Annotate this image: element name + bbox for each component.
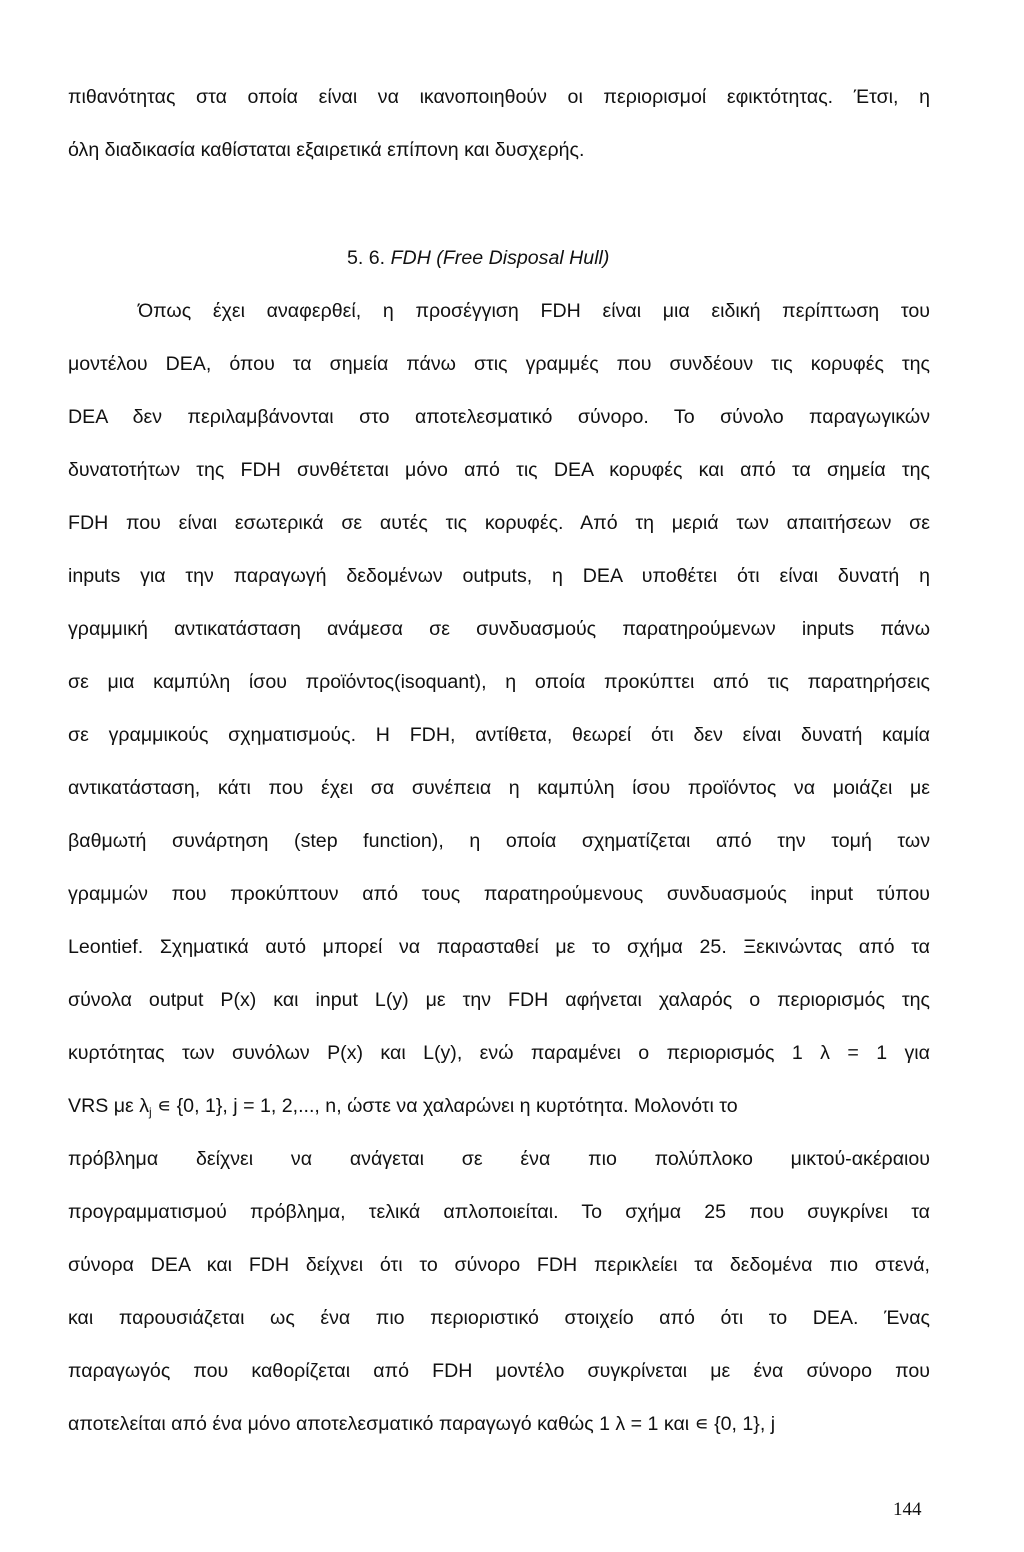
body-line-10: αντικατάσταση, κάτι που έχει σα συνέπεια η καμπύλη ίσου προϊόντος να μοιάζει με — [68, 777, 930, 799]
intro-line-1: πιθανότητας στα οποία είναι να ικανοποιηθούν οι περιορισμοί εφικτότητας. Έτσι, η — [68, 86, 930, 108]
body-line-16-start: VRS με λ — [68, 1095, 149, 1117]
body-line-13: Leontief. Σχηματικά αυτό μπορεί να παρασταθεί με το σχήμα 25. Ξεκινώντας από τα — [68, 936, 930, 958]
body-line-18: προγραμματισμού πρόβλημα, τελικά απλοποιείται. Το σχήμα 25 που συγκρίνει τα — [68, 1201, 930, 1223]
body-line-6: inputs για την παραγωγή δεδομένων outputs, η DEA υποθέτει ότι είναι δυνατή η — [68, 565, 930, 587]
body-line-17: πρόβλημα δείχνει να ανάγεται σε ένα πιο πολύπλοκο μικτού-ακέραιου — [68, 1148, 930, 1170]
body-line-5: FDH που είναι εσωτερικά σε αυτές τις κορυφές. Από τη μεριά των απαιτήσεων σε — [68, 512, 930, 534]
body-line-3: DEA δεν περιλαμβάνονται στο αποτελεσματικό σύνορο. Το σύνολο παραγωγικών — [68, 406, 930, 428]
page-number: 144 — [893, 1499, 922, 1520]
body-line-1: Όπως έχει αναφερθεί, η προσέγγιση FDH είναι μια ειδική περίπτωση του — [138, 300, 930, 322]
body-line-16 — [68, 1093, 930, 1125]
body-line-20: και παρουσιάζεται ως ένα πιο περιοριστικό στοιχείο από ότι το DEA. Ένας — [68, 1307, 930, 1329]
intro-line-2: όλη διαδικασία καθίσταται εξαιρετικά επίπονη και δυσχερής. — [68, 139, 585, 161]
section-number: 5. 6. — [347, 247, 386, 269]
body-line-15: κυρτότητας των συνόλων P(x) και L(y), ενώ παραμένει ο περιορισμός 1 λ = 1 για — [68, 1042, 930, 1064]
section-heading — [347, 245, 609, 271]
lambda-subscript: j — [149, 1105, 152, 1119]
body-line-16-end: ∊ {0, 1}, j = 1, 2,..., n, ώστε να χαλαρώνει η κυρτότητα. Μολονότι το — [151, 1095, 738, 1117]
body-line-19: σύνορα DEA και FDH δείχνει ότι το σύνορο FDH περικλείει τα δεδομένα πιο στενά, — [68, 1254, 930, 1276]
body-line-12: γραμμών που προκύπτουν από τους παρατηρούμενους συνδυασμούς input τύπου — [68, 883, 930, 905]
body-line-2: μοντέλου DEA, όπου τα σημεία πάνω στις γραμμές που συνδέουν τις κορυφές της — [68, 353, 930, 375]
body-line-8: σε μια καμπύλη ίσου προϊόντος(isoquant), η οποία προκύπτει από τις παρατηρήσεις — [68, 671, 930, 693]
body-line-9: σε γραμμικούς σχηματισμούς. Η FDH, αντίθετα, θεωρεί ότι δεν είναι δυνατή καμία — [68, 724, 930, 746]
body-line-21: παραγωγός που καθορίζεται από FDH μοντέλο συγκρίνεται με ένα σύνορο που — [68, 1360, 930, 1382]
body-line-4: δυνατοτήτων της FDH συνθέτεται μόνο από τις DEA κορυφές και από τα σημεία της — [68, 459, 930, 481]
body-line-22: αποτελείται από ένα μόνο αποτελεσματικό παραγωγό καθώς 1 λ = 1 και ∊ {0, 1}, j — [68, 1413, 776, 1435]
body-line-7: γραμμική αντικατάσταση ανάμεσα σε συνδυασμούς παρατηρούμενων inputs πάνω — [68, 618, 930, 640]
body-line-14: σύνολα output P(x) και input L(y) με την FDH αφήνεται χαλαρός ο περιορισμός της — [68, 989, 930, 1011]
section-title: FDH (Free Disposal Hull) — [390, 247, 610, 269]
body-line-11: βαθμωτή συνάρτηση (step function), η οποία σχηματίζεται από την τομή των — [68, 830, 930, 852]
